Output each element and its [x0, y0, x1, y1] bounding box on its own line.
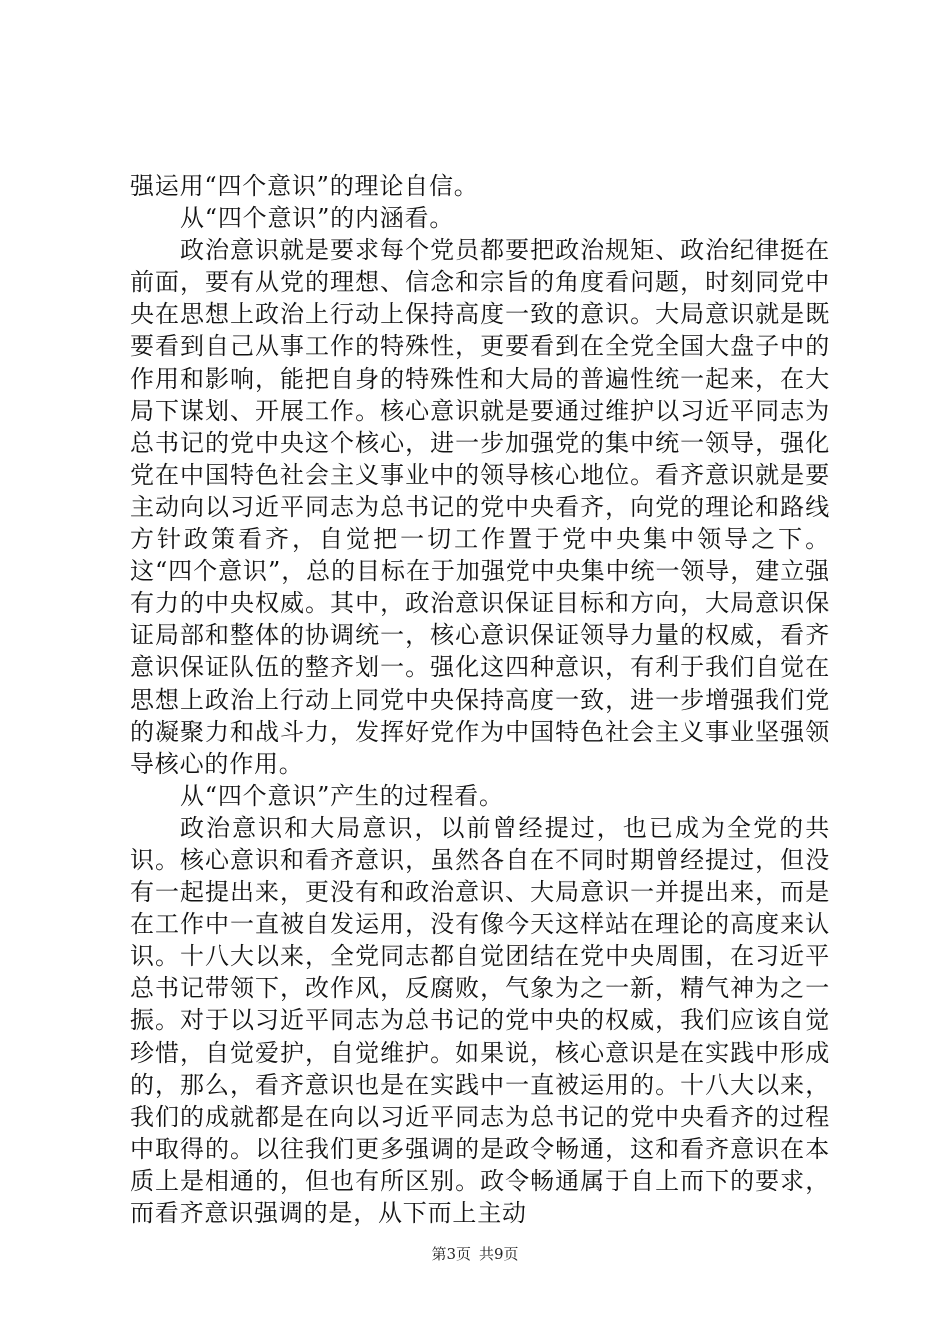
page-footer: [0, 1243, 950, 1264]
paragraph-heading-connotation: 从“四个意识”的内涵看。: [180, 204, 455, 233]
paragraph-connotation: 政治意识就是要求每个党员都要把政治规矩、政治纪律挺在前面，要有从党的理想、信念和宗旨的角度看问题，时刻同党中央在思想上政治上行动上保持高度一致的意识。大局意识就是既要看到自己从事工作的特殊性，更要看到在全党全国大盘子中的作用和影响，能把自身的特殊性和大局的普遍性统一起来，在大局下谋划、开展工作。核心意识就是要通过维护以习近平同志为总书记的党中央这个核心，进一步加强党的集中统一领导，强化党在中国特色社会主义事业中的领导核心地位。看齐意识就是要主动向以习近平同志为总书记的党中央看齐，向党的理论和路线方针政策看齐，自觉把一切工作置于党中央集中领导之下。这“四个意识”，总的目标在于加强党中央集中统一领导，建立强有力的中央权威。其中，政治意识保证目标和方向，大局意识保证局部和整体的协调统一，核心意识保证领导力量的权威，看齐意识保证队伍的整齐划一。强化这四种意识，有利于我们自觉在思想上政治上行动上同党中央保持高度一致，进一步增强我们党的凝聚力和战斗力，发挥好党作为中国特色社会主义事业坚强领导核心的作用。: [130, 236, 830, 778]
page-total: 共9页: [479, 1245, 519, 1263]
document-body: [130, 170, 830, 1229]
paragraph-origin: 政治意识和大局意识，以前曾经提过，也已成为全党的共识。核心意识和看齐意识，虽然各自在不同时期曾经提过，但没有一起提出来，更没有和政治意识、大局意识一并提出来，而是在工作中一直被自发运用，没有像今天这样站在理论的高度来认识。十八大以来，全党同志都自觉团结在党中央周围，在习近平总书记带领下，改作风，反腐败，气象为之一新，精气神为之一振。对于以习近平同志为总书记的党中央的权威，我们应该自觉珍惜，自觉爱护，自觉维护。如果说，核心意识是在实践中形成的，那么，看齐意识也是在实践中一直被运用的。十八大以来，我们的成就都是在向以习近平同志为总书记的党中央看齐的过程中取得的。以往我们更多强调的是政令畅通，这和看齐意识在本质上是相通的，但也有所区别。政令畅通属于自上而下的要求，而看齐意识强调的是，从下而上主动: [130, 813, 830, 1227]
page-number: 第3页: [431, 1245, 471, 1263]
paragraph-heading-origin: 从“四个意识”产生的过程看。: [180, 781, 504, 810]
paragraph-continuation: 强运用“四个意识”的理论自信。: [130, 172, 479, 200]
